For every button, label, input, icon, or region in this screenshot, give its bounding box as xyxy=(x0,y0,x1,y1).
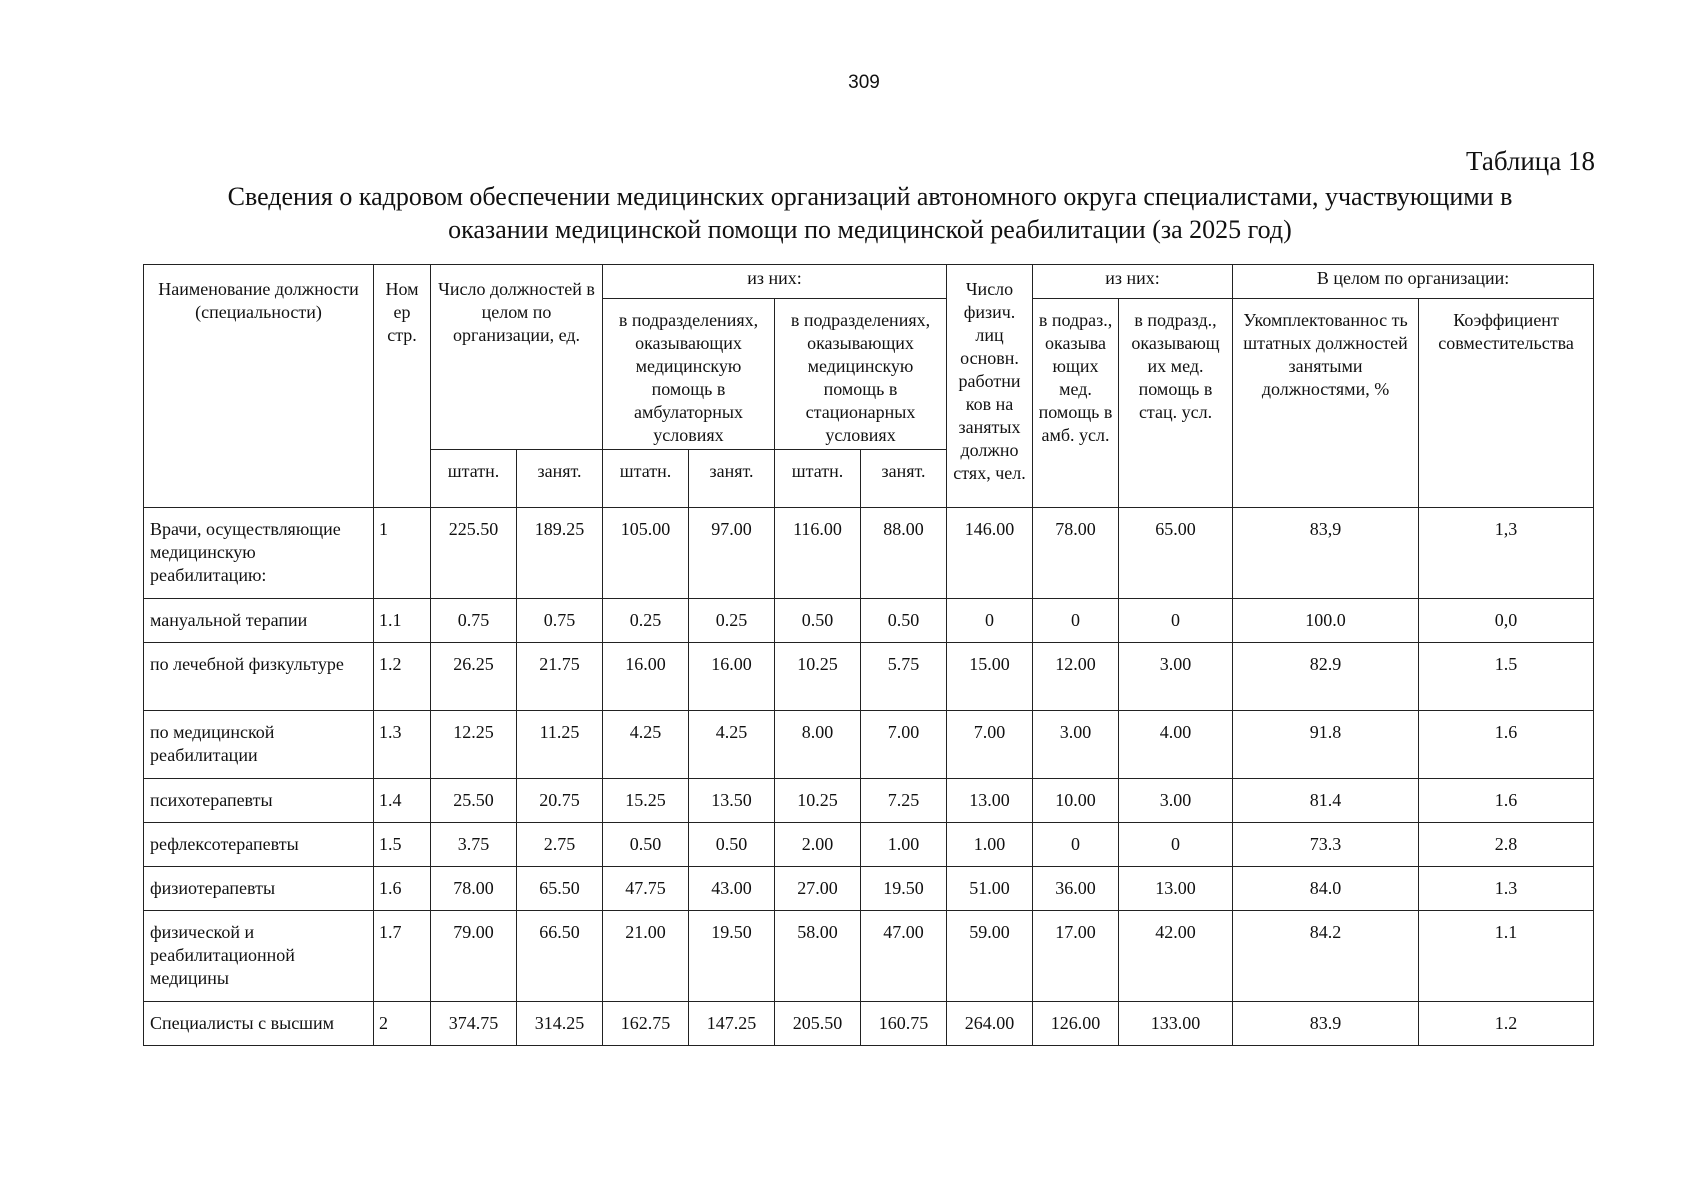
cell-persons: 51.00 xyxy=(947,867,1033,911)
cell-total-zanyat: 11.25 xyxy=(517,711,603,779)
table-row xyxy=(144,508,1594,599)
header-persons-stationary: в подразд., оказывающ их мед. помощь в стац. усл. xyxy=(1119,299,1233,508)
cell-name: Специалисты с высшим xyxy=(144,1002,374,1046)
cell-persons-amb: 10.00 xyxy=(1033,779,1119,823)
cell-name: физической и реабилитационной медицины xyxy=(144,911,374,1002)
header-staffing-percent: Укомплектованнос ть штатных должностей занятыми должностями, % xyxy=(1233,299,1419,508)
header-of-them-positions: из них: xyxy=(603,265,947,299)
cell-coefficient: 1.5 xyxy=(1419,643,1594,711)
cell-amb-shtatn: 21.00 xyxy=(603,911,689,1002)
cell-name: Врачи, осуществляющие медицинскую реабилитацию: xyxy=(144,508,374,599)
table-row xyxy=(144,1002,1594,1046)
cell-amb-zanyat: 97.00 xyxy=(689,508,775,599)
cell-total-shtatn: 79.00 xyxy=(431,911,517,1002)
cell-stac-zanyat: 88.00 xyxy=(861,508,947,599)
cell-amb-zanyat: 0.50 xyxy=(689,823,775,867)
cell-stac-zanyat: 7.00 xyxy=(861,711,947,779)
cell-total-shtatn: 225.50 xyxy=(431,508,517,599)
cell-persons-stac: 0 xyxy=(1119,823,1233,867)
cell-total-zanyat: 189.25 xyxy=(517,508,603,599)
header-org-total: В целом по организации: xyxy=(1233,265,1594,299)
cell-staffing: 100.0 xyxy=(1233,599,1419,643)
cell-name: по медицинской реабилитации xyxy=(144,711,374,779)
header-amb-shtatn: штатн. xyxy=(603,450,689,508)
cell-persons-stac: 0 xyxy=(1119,599,1233,643)
cell-num: 1.7 xyxy=(374,911,431,1002)
cell-persons: 15.00 xyxy=(947,643,1033,711)
table-row xyxy=(144,867,1594,911)
cell-total-zanyat: 20.75 xyxy=(517,779,603,823)
cell-amb-shtatn: 0.25 xyxy=(603,599,689,643)
table-title xyxy=(140,180,1600,246)
cell-staffing: 84.0 xyxy=(1233,867,1419,911)
cell-stac-zanyat: 47.00 xyxy=(861,911,947,1002)
cell-amb-zanyat: 16.00 xyxy=(689,643,775,711)
cell-stac-shtatn: 116.00 xyxy=(775,508,861,599)
cell-persons-stac: 3.00 xyxy=(1119,643,1233,711)
cell-persons-amb: 12.00 xyxy=(1033,643,1119,711)
header-row-number: Ном ер стр. xyxy=(374,265,431,508)
cell-total-zanyat: 314.25 xyxy=(517,1002,603,1046)
cell-staffing: 73.3 xyxy=(1233,823,1419,867)
cell-amb-shtatn: 162.75 xyxy=(603,1002,689,1046)
cell-amb-zanyat: 147.25 xyxy=(689,1002,775,1046)
cell-total-zanyat: 0.75 xyxy=(517,599,603,643)
cell-total-shtatn: 25.50 xyxy=(431,779,517,823)
cell-amb-shtatn: 105.00 xyxy=(603,508,689,599)
header-stac-shtatn: штатн. xyxy=(775,450,861,508)
cell-coefficient: 1.6 xyxy=(1419,711,1594,779)
cell-amb-zanyat: 13.50 xyxy=(689,779,775,823)
cell-amb-zanyat: 43.00 xyxy=(689,867,775,911)
table-row xyxy=(144,643,1594,711)
cell-stac-shtatn: 205.50 xyxy=(775,1002,861,1046)
cell-num: 1.5 xyxy=(374,823,431,867)
header-ambulatory: в подразделениях, оказывающих медицинскую помощь в амбулаторных условиях xyxy=(603,299,775,450)
cell-persons-stac: 4.00 xyxy=(1119,711,1233,779)
cell-persons-stac: 3.00 xyxy=(1119,779,1233,823)
cell-name: по лечебной физкультуре xyxy=(144,643,374,711)
cell-amb-shtatn: 0.50 xyxy=(603,823,689,867)
cell-stac-zanyat: 7.25 xyxy=(861,779,947,823)
table-row xyxy=(144,911,1594,1002)
cell-persons-stac: 42.00 xyxy=(1119,911,1233,1002)
table-row xyxy=(144,599,1594,643)
cell-persons: 59.00 xyxy=(947,911,1033,1002)
header-amb-zanyat: занят. xyxy=(689,450,775,508)
header-coefficient: Коэффициент совместительства xyxy=(1419,299,1594,508)
cell-total-zanyat: 66.50 xyxy=(517,911,603,1002)
header-name: Наименование должности (специальности) xyxy=(144,265,374,508)
cell-stac-zanyat: 1.00 xyxy=(861,823,947,867)
cell-coefficient: 1.1 xyxy=(1419,911,1594,1002)
cell-stac-shtatn: 2.00 xyxy=(775,823,861,867)
cell-persons-amb: 0 xyxy=(1033,823,1119,867)
cell-num: 1.1 xyxy=(374,599,431,643)
header-stationary: в подразделениях, оказывающих медицинскую помощь в стационарных условиях xyxy=(775,299,947,450)
table-title-line-2: оказании медицинской помощи по медицинской реабилитации (за 2025 год) xyxy=(448,215,1292,244)
cell-total-shtatn: 374.75 xyxy=(431,1002,517,1046)
cell-persons: 1.00 xyxy=(947,823,1033,867)
cell-persons-stac: 65.00 xyxy=(1119,508,1233,599)
cell-num: 1.3 xyxy=(374,711,431,779)
cell-staffing: 82.9 xyxy=(1233,643,1419,711)
cell-stac-shtatn: 27.00 xyxy=(775,867,861,911)
cell-persons-amb: 78.00 xyxy=(1033,508,1119,599)
cell-total-shtatn: 0.75 xyxy=(431,599,517,643)
header-stac-zanyat: занят. xyxy=(861,450,947,508)
cell-name: рефлексотерапевты xyxy=(144,823,374,867)
cell-persons: 264.00 xyxy=(947,1002,1033,1046)
cell-persons-amb: 36.00 xyxy=(1033,867,1119,911)
cell-stac-shtatn: 10.25 xyxy=(775,779,861,823)
cell-persons-amb: 0 xyxy=(1033,599,1119,643)
cell-amb-zanyat: 0.25 xyxy=(689,599,775,643)
cell-persons: 13.00 xyxy=(947,779,1033,823)
table-row xyxy=(144,823,1594,867)
header-total-shtatn: штатн. xyxy=(431,450,517,508)
header-total-zanyat: занят. xyxy=(517,450,603,508)
cell-name: психотерапевты xyxy=(144,779,374,823)
cell-coefficient: 0,0 xyxy=(1419,599,1594,643)
cell-num: 2 xyxy=(374,1002,431,1046)
cell-amb-zanyat: 4.25 xyxy=(689,711,775,779)
cell-persons-amb: 17.00 xyxy=(1033,911,1119,1002)
cell-persons: 0 xyxy=(947,599,1033,643)
cell-coefficient: 1.2 xyxy=(1419,1002,1594,1046)
table-row xyxy=(144,779,1594,823)
cell-num: 1.2 xyxy=(374,643,431,711)
cell-persons-amb: 126.00 xyxy=(1033,1002,1119,1046)
table-row xyxy=(144,711,1594,779)
cell-staffing: 83,9 xyxy=(1233,508,1419,599)
cell-amb-shtatn: 47.75 xyxy=(603,867,689,911)
cell-persons-amb: 3.00 xyxy=(1033,711,1119,779)
cell-name: мануальной терапии xyxy=(144,599,374,643)
cell-stac-zanyat: 19.50 xyxy=(861,867,947,911)
header-persons-ambulatory: в подраз., оказыва ющих мед. помощь в амб. усл. xyxy=(1033,299,1119,508)
cell-stac-shtatn: 10.25 xyxy=(775,643,861,711)
cell-total-zanyat: 21.75 xyxy=(517,643,603,711)
cell-amb-zanyat: 19.50 xyxy=(689,911,775,1002)
cell-num: 1.4 xyxy=(374,779,431,823)
cell-coefficient: 1,3 xyxy=(1419,508,1594,599)
cell-amb-shtatn: 4.25 xyxy=(603,711,689,779)
cell-coefficient: 1.6 xyxy=(1419,779,1594,823)
cell-persons: 7.00 xyxy=(947,711,1033,779)
staffing-table xyxy=(143,264,1594,1046)
cell-persons-stac: 13.00 xyxy=(1119,867,1233,911)
cell-coefficient: 2.8 xyxy=(1419,823,1594,867)
cell-amb-shtatn: 16.00 xyxy=(603,643,689,711)
cell-staffing: 81.4 xyxy=(1233,779,1419,823)
cell-stac-shtatn: 58.00 xyxy=(775,911,861,1002)
cell-stac-zanyat: 160.75 xyxy=(861,1002,947,1046)
cell-num: 1.6 xyxy=(374,867,431,911)
cell-total-shtatn: 78.00 xyxy=(431,867,517,911)
table-title-line-1: Сведения о кадровом обеспечении медицинских организаций автономного округа специалистами, участвующими в xyxy=(227,182,1513,211)
cell-persons: 146.00 xyxy=(947,508,1033,599)
cell-num: 1 xyxy=(374,508,431,599)
cell-stac-shtatn: 0.50 xyxy=(775,599,861,643)
cell-total-shtatn: 26.25 xyxy=(431,643,517,711)
cell-staffing: 84.2 xyxy=(1233,911,1419,1002)
cell-stac-shtatn: 8.00 xyxy=(775,711,861,779)
header-total-positions: Число должностей в целом по организации, ед. xyxy=(431,265,603,450)
cell-staffing: 91.8 xyxy=(1233,711,1419,779)
cell-stac-zanyat: 5.75 xyxy=(861,643,947,711)
cell-staffing: 83.9 xyxy=(1233,1002,1419,1046)
header-of-them-persons: из них: xyxy=(1033,265,1233,299)
cell-persons-stac: 133.00 xyxy=(1119,1002,1233,1046)
cell-coefficient: 1.3 xyxy=(1419,867,1594,911)
page-number: 309 xyxy=(848,72,880,93)
table-label: Таблица 18 xyxy=(1466,146,1595,176)
cell-stac-zanyat: 0.50 xyxy=(861,599,947,643)
cell-amb-shtatn: 15.25 xyxy=(603,779,689,823)
cell-name: физиотерапевты xyxy=(144,867,374,911)
cell-total-shtatn: 12.25 xyxy=(431,711,517,779)
header-physical-persons: Число физич. лиц основн. работни ков на занятых должно стях, чел. xyxy=(947,265,1033,508)
cell-total-zanyat: 2.75 xyxy=(517,823,603,867)
cell-total-zanyat: 65.50 xyxy=(517,867,603,911)
cell-total-shtatn: 3.75 xyxy=(431,823,517,867)
